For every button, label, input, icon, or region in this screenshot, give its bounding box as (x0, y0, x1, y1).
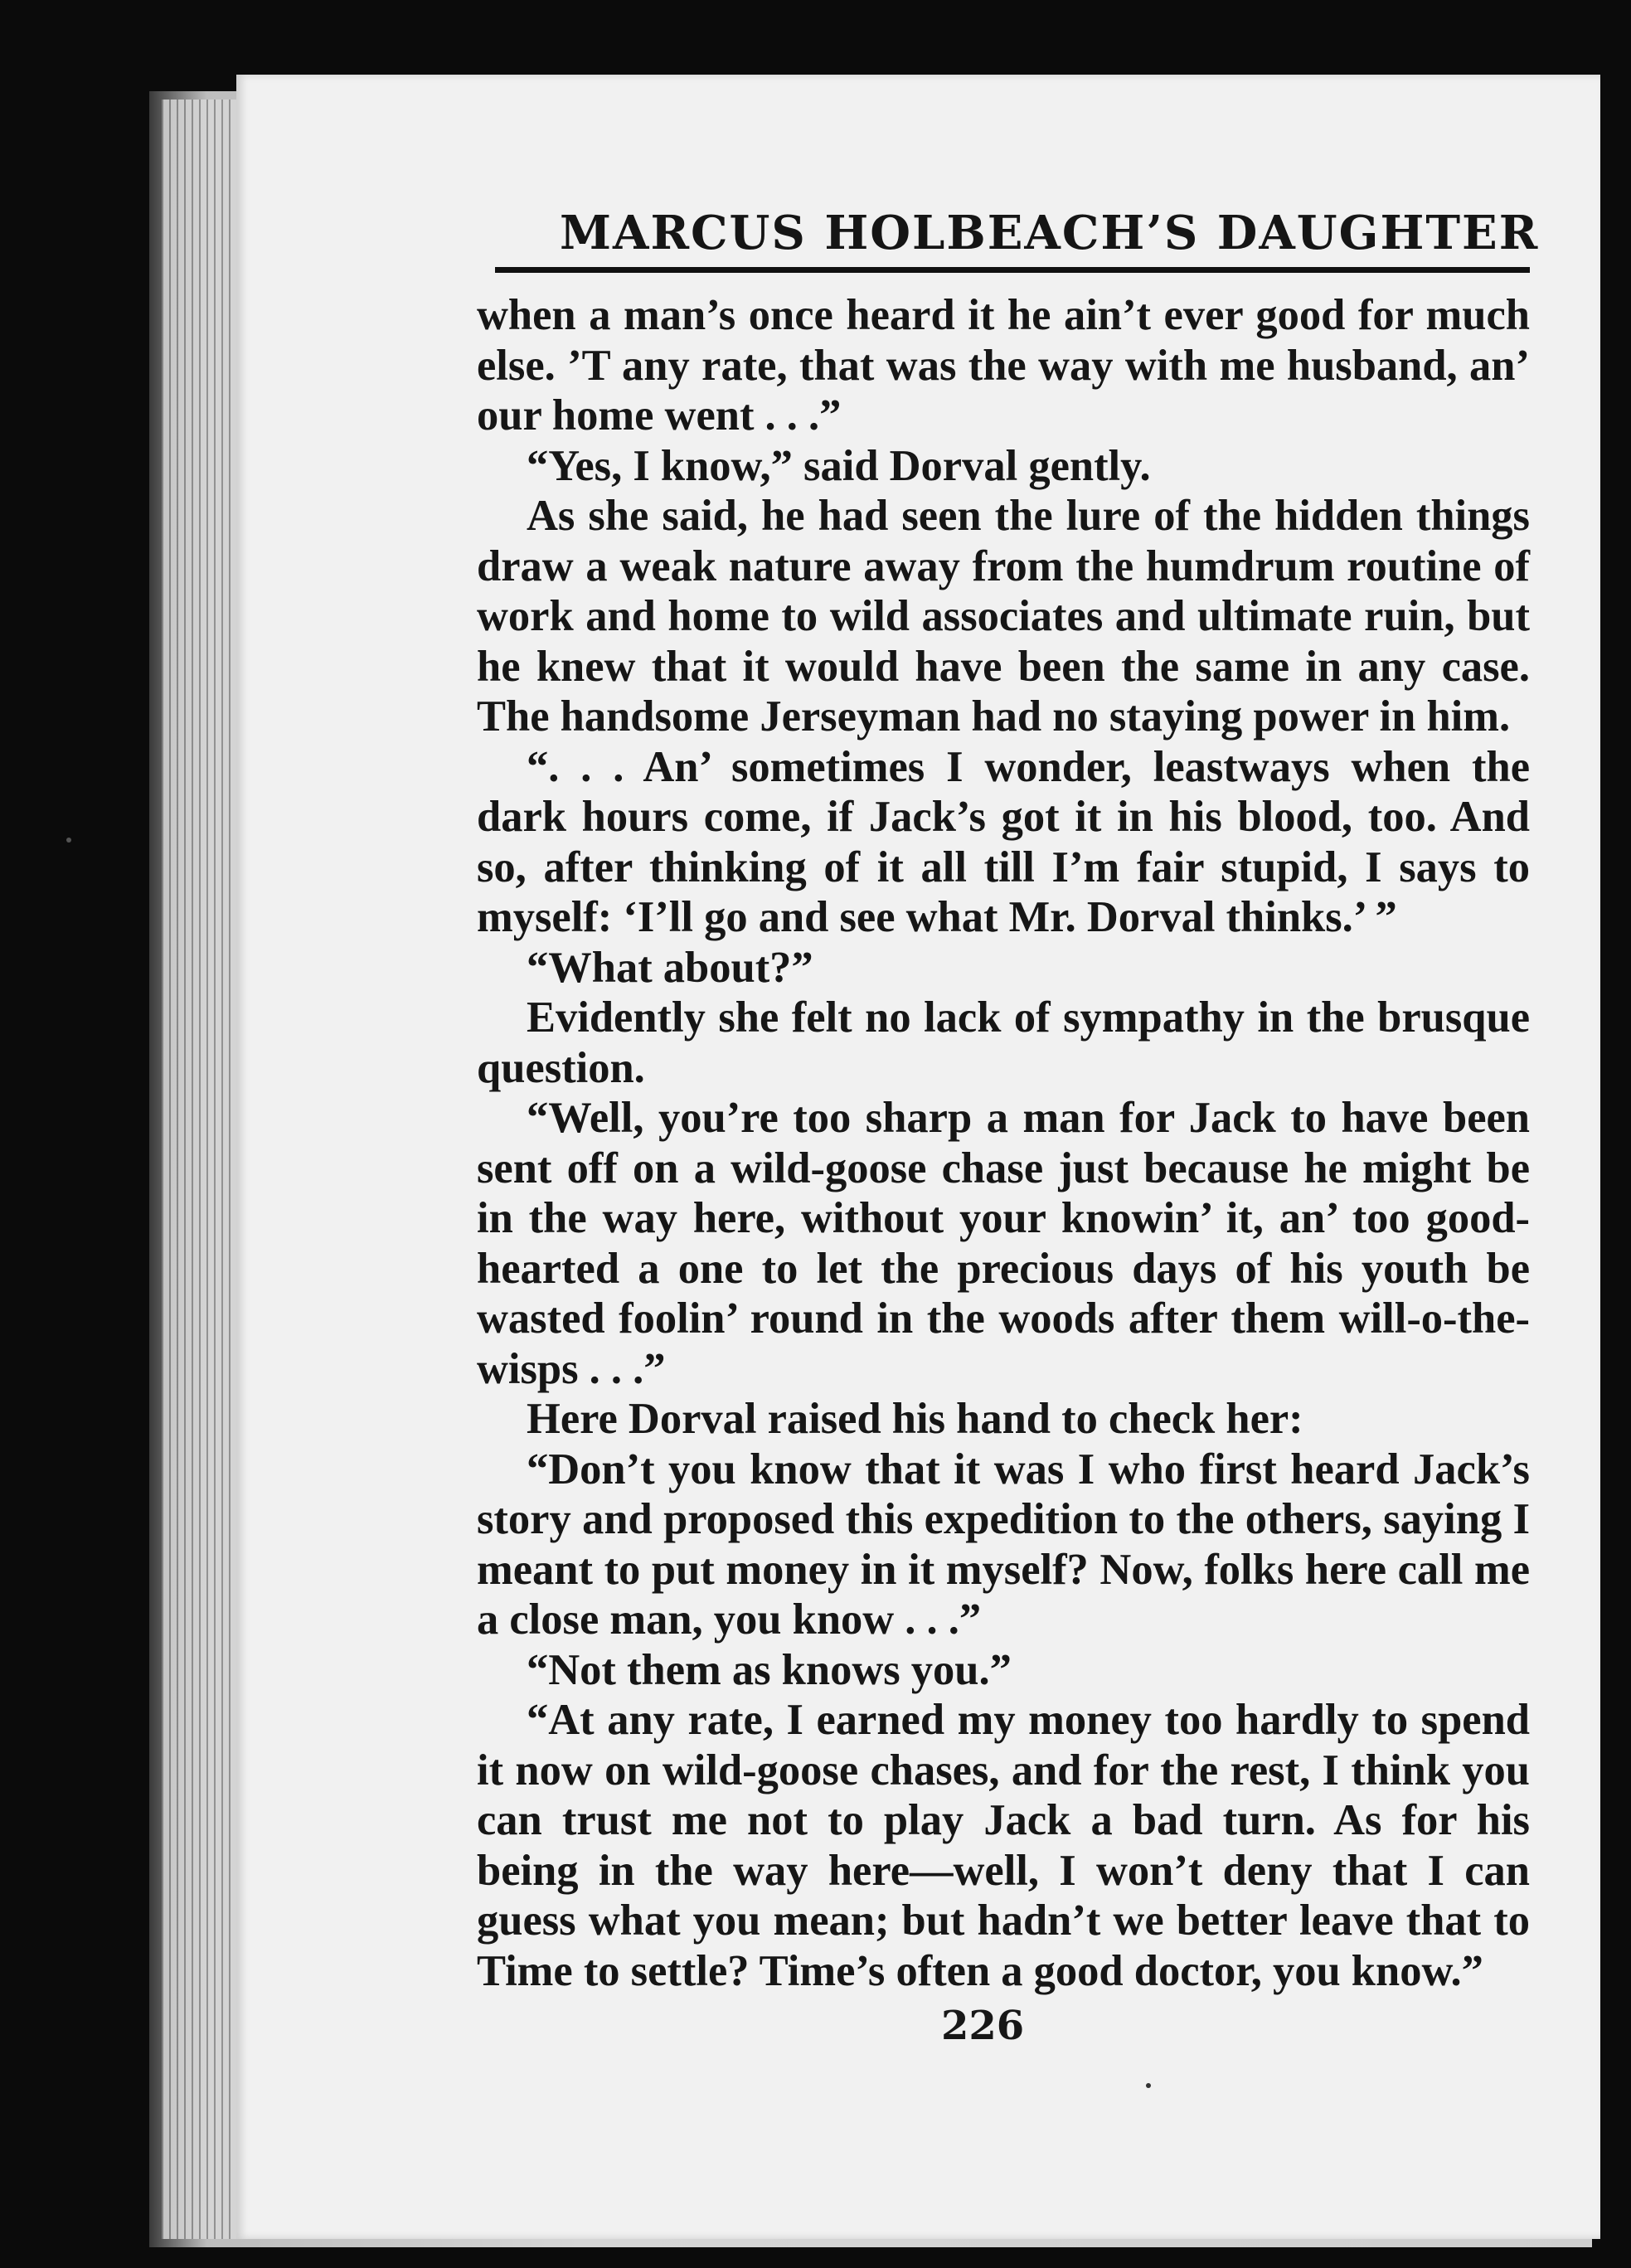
paragraph: “Don’t you know that it was I who first heard Jack’s story and proposed this expedition to the others, saying I meant to put money in it myself? Now, folks here call me a close man, you know . . .” (477, 1445, 1530, 1644)
paragraph: Here Dorval raised his hand to check her: (527, 1395, 1303, 1443)
running-header (495, 199, 1540, 273)
body-text (477, 290, 1530, 1996)
paragraph: “Yes, I know,” said Dorval gently. (527, 441, 1151, 490)
paragraph: As she said, he had seen the lure of the hidden things draw a weak nature away from the humdrum routine of work and home to wild associates and ultimate ruin, but he knew that it would have been the same in any case. The handsome Jerseyman had no staying power in him. (477, 492, 1530, 741)
running-header-title: MARCUS HOLBEACH’S DAUGHTER (560, 206, 1540, 260)
paragraph: “. . . An’ sometimes I wonder, leastways when the dark hours come, if Jack’s got it in his blood, too. And so, after thinking of it all till I’m fair stupid, I says to myself: ‘I’ll go and see what Mr. Dorval thinks.’ ” (477, 742, 1530, 941)
paragraph: “At any rate, I earned my money too hardly to spend it now on wild-goose chases, and for the rest, I think you can trust me not to play Jack a bad turn. As for his being in the way here—well, I won’t deny that I can guess what you mean; but hadn’t we better leave that to Time to settle? Time’s often a good doctor, you know.” (477, 1696, 1530, 1995)
paragraph: “Not them as knows you.” (527, 1645, 1012, 1694)
print-speck (66, 838, 71, 843)
paragraph: when a man’s once heard it he ain’t ever good for much else. ’T any rate, that was the way with me husband, an’ our home went . . .” (477, 291, 1530, 440)
print-speck (1146, 2083, 1151, 2088)
paragraph: Evidently she felt no lack of sympathy in the brusque question. (477, 993, 1530, 1092)
paragraph: “Well, you’re too sharp a man for Jack to have been sent off on a wild-goose chase just because he might be in the way here, without your knowin’ it, an’ too good-hearted a one to let the precious days of his youth be wasted foolin’ round in the woods after them will-o-the-wisps . . .” (477, 1094, 1530, 1393)
page-number: 226 (941, 2003, 1025, 2049)
paragraph: “What about?” (527, 943, 813, 992)
